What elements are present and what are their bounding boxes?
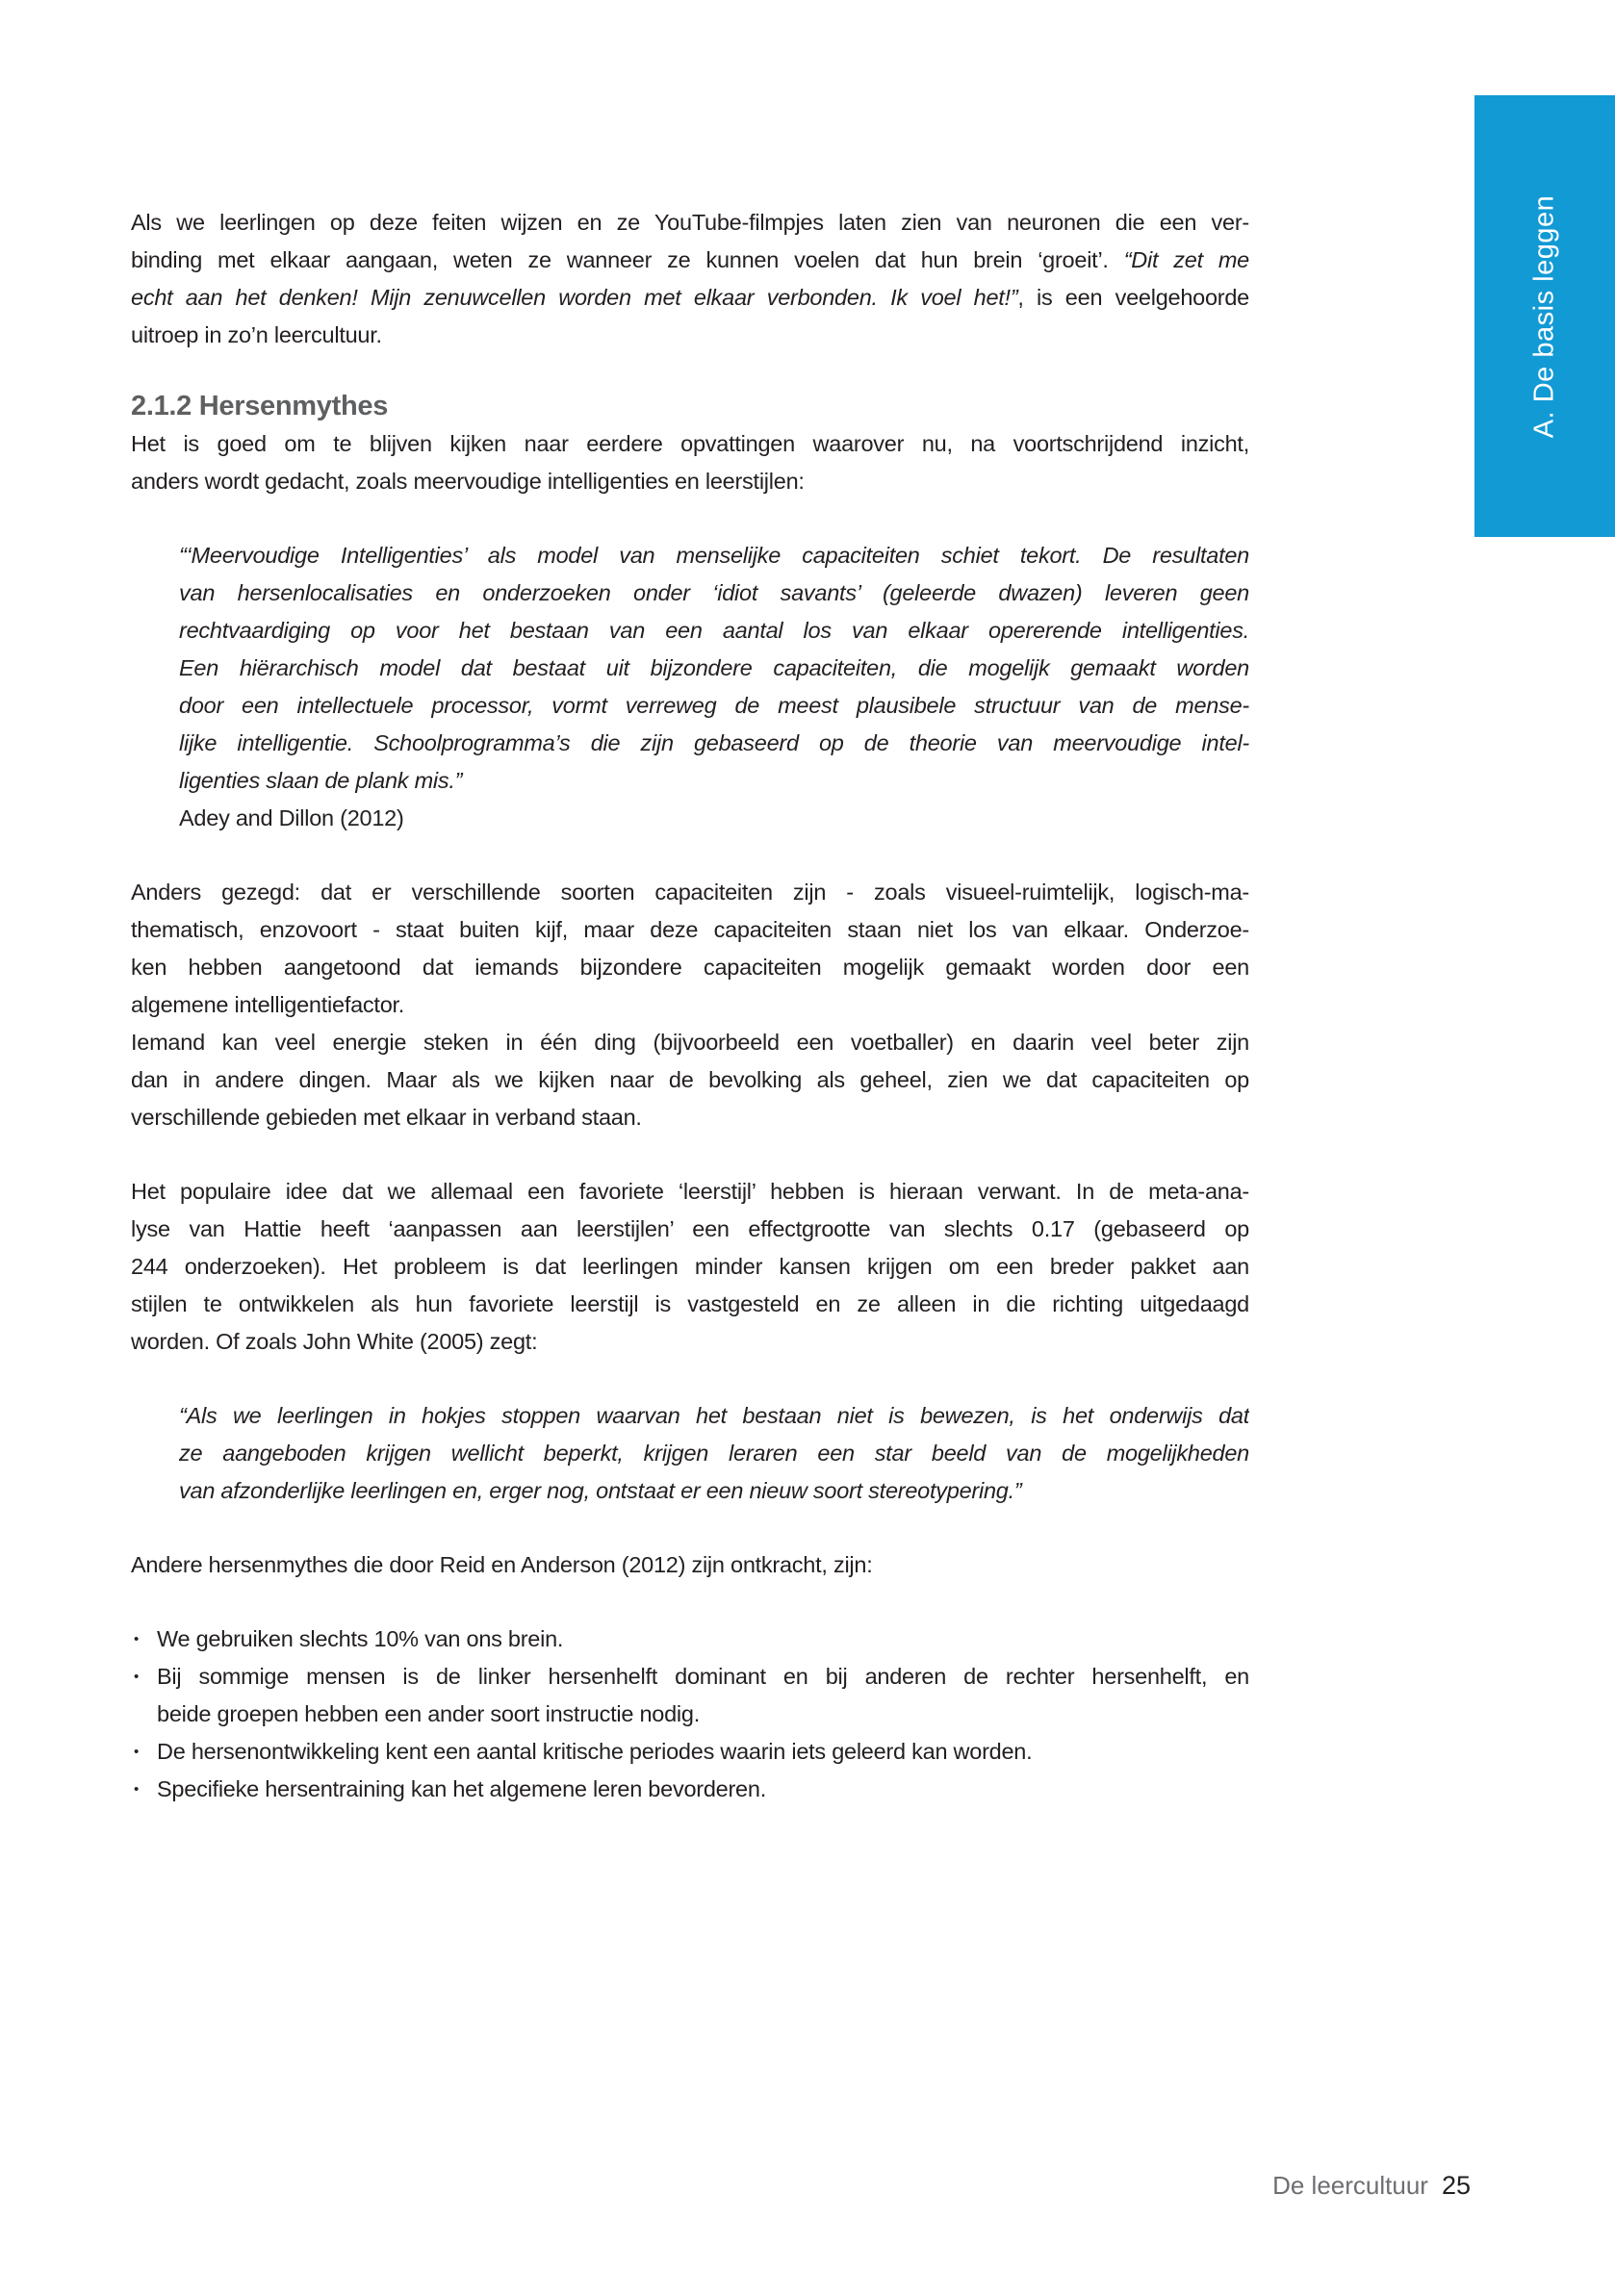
text-line — [131, 1173, 1249, 1211]
text-line — [179, 1397, 1249, 1435]
block-quote — [179, 537, 1249, 837]
text-run: Anders gezegd: dat er verschillende soorten capaciteiten zijn - zoals visueel-ruimtelijk, logisch-ma- — [131, 880, 1249, 905]
italic-text-run: “Als we leerlingen in hokjes stoppen waarvan het bestaan niet is bewezen, is het onderwijs dat — [179, 1403, 1249, 1428]
text-run: algemene intelligentiefactor. — [131, 992, 405, 1017]
text-line — [179, 1435, 1249, 1472]
text-line — [131, 1546, 1249, 1584]
paragraph — [131, 874, 1249, 1136]
text-line — [131, 204, 1249, 242]
text-run: verschillende gebieden met elkaar in verband staan. — [131, 1105, 642, 1130]
text-run: Specifieke hersentraining kan het algemene leren bevorderen. — [157, 1776, 766, 1801]
text-run: lyse van Hattie heeft ‘aanpassen aan leerstijlen’ een effectgrootte van slechts 0.17 (gebaseerd op — [131, 1216, 1249, 1241]
text-line — [131, 1099, 1249, 1136]
text-run: Als we leerlingen op deze feiten wijzen en ze YouTube-filmpjes laten zien van neuronen die een ver- — [131, 210, 1249, 235]
text-line — [157, 1620, 1249, 1658]
text-run: Adey and Dillon (2012) — [179, 805, 404, 830]
footer-section-label: De leercultuur — [1272, 2171, 1428, 2200]
paragraph — [131, 204, 1249, 354]
text-run: Bij sommige mensen is de linker hersenhelft dominant en bij anderen de rechter hersenhelft, en — [157, 1664, 1249, 1689]
bullet-list — [131, 1620, 1249, 1808]
page-footer — [1272, 2167, 1471, 2205]
italic-text-run: “‘Meervoudige Intelligenties’ als model van menselijke capaciteiten schiet tekort. De resultaten — [179, 543, 1249, 568]
text-run: thematisch, enzovoort - staat buiten kijf, maar deze capaciteiten staan niet los van elkaar. Onderzoe- — [131, 917, 1249, 942]
text-run: De hersenontwikkeling kent een aantal kritische periodes waarin iets geleerd kan worden. — [157, 1739, 1033, 1764]
text-line — [179, 612, 1249, 650]
bullet-item — [131, 1620, 1249, 1658]
text-line — [131, 279, 1249, 317]
text-line — [131, 986, 1249, 1024]
text-line — [179, 574, 1249, 612]
italic-text-run: ze aangeboden krijgen wellicht beperkt, krijgen leraren een star beeld van de mogelijkheden — [179, 1441, 1249, 1466]
text-line — [179, 687, 1249, 725]
text-line — [179, 800, 1249, 837]
text-line — [157, 1733, 1249, 1771]
text-line — [179, 1472, 1249, 1510]
text-line — [131, 1248, 1249, 1286]
text-run: 244 onderzoeken). Het probleem is dat leerlingen minder kansen krijgen om een breder pakket aan — [131, 1254, 1249, 1279]
content-column — [131, 167, 1249, 1808]
text-run: We gebruiken slechts 10% van ons brein. — [157, 1626, 564, 1651]
text-line — [131, 425, 1249, 463]
text-line — [157, 1771, 1249, 1808]
text-run: binding met elkaar aangaan, weten ze wanneer ze kunnen voelen dat hun brein ‘groeit’. — [131, 247, 1124, 272]
chapter-tab — [1474, 95, 1615, 537]
text-line — [131, 463, 1249, 500]
text-run: dan in andere dingen. Maar als we kijken naar de bevolking als geheel, zien we dat capaciteiten op — [131, 1067, 1249, 1092]
italic-text-run: echt aan het denken! Mijn zenuwcellen worden met elkaar verbonden. Ik voel het!” — [131, 285, 1018, 310]
text-line — [131, 911, 1249, 949]
italic-text-run: Een hiërarchisch model dat bestaat uit bijzondere capaciteiten, die mogelijk gemaakt worden — [179, 655, 1249, 680]
text-line — [131, 1061, 1249, 1099]
chapter-tab-label: A. De basis leggen — [1528, 194, 1560, 438]
text-line — [179, 650, 1249, 687]
text-line — [131, 1323, 1249, 1361]
italic-text-run: lijke intelligentie. Schoolprogramma’s die zijn gebaseerd op de theorie van meervoudige intel- — [179, 730, 1249, 755]
bullet-item — [131, 1733, 1249, 1771]
paragraph — [131, 425, 1249, 500]
text-run: Het is goed om te blijven kijken naar eerdere opvattingen waarover nu, na voortschrijdend inzicht, — [131, 431, 1249, 456]
text-run: worden. Of zoals John White (2005) zegt: — [131, 1329, 538, 1354]
italic-text-run: “Dit zet me — [1123, 247, 1249, 272]
text-line — [131, 949, 1249, 986]
text-line — [179, 537, 1249, 574]
text-run: , is een veelgehoorde — [1017, 285, 1249, 310]
text-run: anders wordt gedacht, zoals meervoudige intelligenties en leerstijlen: — [131, 469, 805, 494]
text-line — [179, 725, 1249, 762]
text-line — [131, 317, 1249, 354]
text-run: stijlen te ontwikkelen als hun favoriete leerstijl is vastgesteld en ze alleen in die richting uitgedaagd — [131, 1291, 1249, 1316]
block-quote — [179, 1397, 1249, 1510]
text-run: beide groepen hebben een ander soort instructie nodig. — [157, 1701, 700, 1726]
page-number: 25 — [1441, 2171, 1471, 2200]
text-run: Iemand kan veel energie steken in één ding (bijvoorbeeld een voetballer) en daarin veel beter zijn — [131, 1030, 1249, 1055]
italic-text-run: door een intellectuele processor, vormt verreweg de meest plausibele structuur van de mense- — [179, 693, 1249, 718]
text-line — [157, 1658, 1249, 1696]
text-run: Het populaire idee dat we allemaal een favoriete ‘leerstijl’ hebben is hieraan verwant. In de meta-ana- — [131, 1179, 1249, 1204]
text-line — [179, 762, 1249, 800]
text-line — [131, 1024, 1249, 1061]
text-line — [157, 1696, 1249, 1733]
bullet-item — [131, 1658, 1249, 1733]
text-line — [131, 242, 1249, 279]
italic-text-run: ligenties slaan de plank mis.” — [179, 768, 463, 793]
italic-text-run: rechtvaardiging op voor het bestaan van een aantal los van elkaar opererende intelligenties. — [179, 618, 1249, 643]
paragraph — [131, 1546, 1249, 1584]
text-line — [131, 1211, 1249, 1248]
text-line — [131, 874, 1249, 911]
text-run: uitroep in zo’n leercultuur. — [131, 322, 382, 347]
paragraph — [131, 1173, 1249, 1361]
text-run: Andere hersenmythes die door Reid en Anderson (2012) zijn ontkracht, zijn: — [131, 1552, 873, 1577]
text-line — [131, 1286, 1249, 1323]
italic-text-run: van hersenlocalisaties en onderzoeken onder ‘idiot savants’ (geleerde dwazen) leveren geen — [179, 580, 1249, 605]
bullet-item — [131, 1771, 1249, 1808]
section-heading: 2.1.2 Hersenmythes — [131, 391, 389, 421]
text-run: ken hebben aangetoond dat iemands bijzondere capaciteiten mogelijk gemaakt worden door een — [131, 955, 1249, 980]
italic-text-run: van afzonderlijke leerlingen en, erger nog, ontstaat er een nieuw soort stereotypering.” — [179, 1478, 1022, 1503]
